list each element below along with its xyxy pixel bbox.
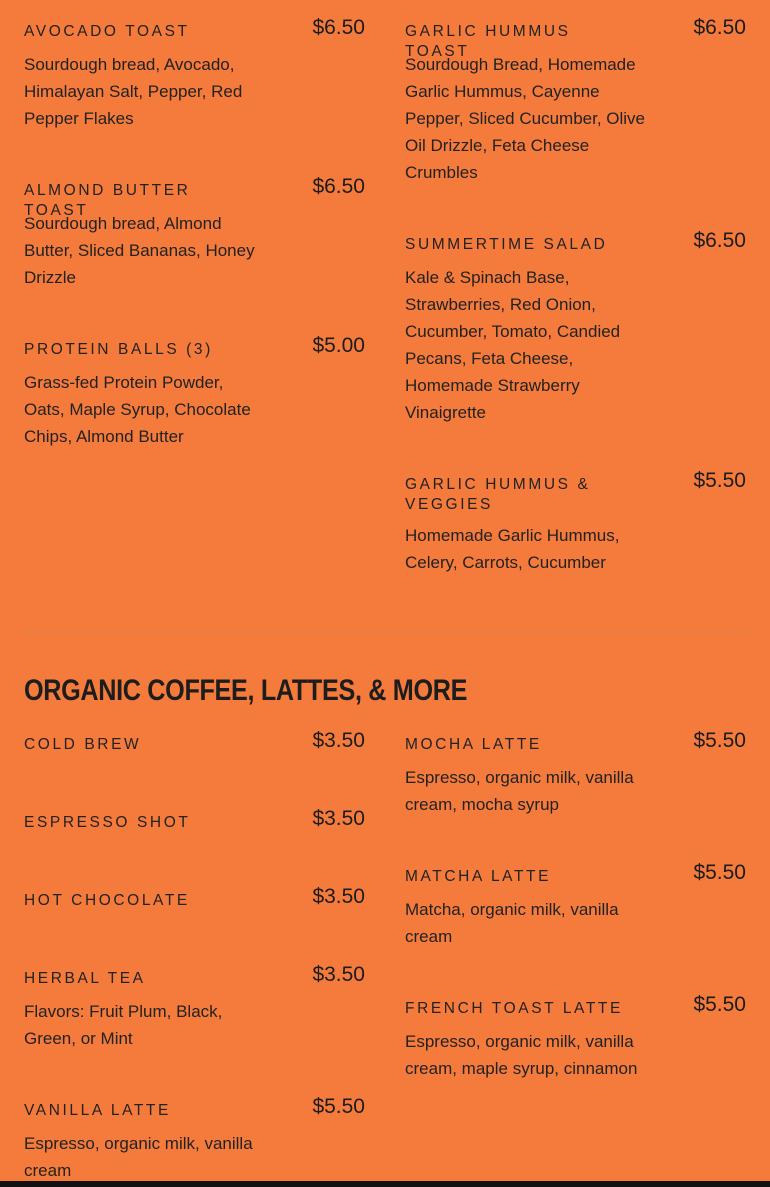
item-price: $6.50 [693,16,746,39]
item-description: Grass-fed Protein Powder, Oats, Maple Syrup, Chocolate Chips, Almond Butter [24,373,251,446]
item-price: $3.50 [312,807,365,830]
item-description: Espresso, organic milk, vanilla cream, mocha syrup [405,768,634,814]
item-name: HERBAL TEA [24,970,146,987]
item-name: ESPRESSO SHOT [24,814,191,831]
item-name: PROTEIN BALLS (3) [24,341,213,358]
item-name: GARLIC HUMMUS TOAST [405,23,571,60]
item-name: GARLIC HUMMUS & VEGGIES [405,476,591,513]
item-price: $3.50 [312,729,365,752]
item-description: Espresso, organic milk, vanilla cream [24,1134,253,1180]
item-description: Sourdough bread, Almond Butter, Sliced Bananas, Honey Drizzle [24,214,255,287]
item-price: $5.50 [693,729,746,752]
item-price: $6.50 [312,16,365,39]
item-name: MOCHA LATTE [405,736,542,753]
section-title: ORGANIC COFFEE, LATTES, & MORE [24,674,468,707]
item-price: $5.50 [693,469,746,492]
item-name: ALMOND BUTTER TOAST [24,182,191,219]
item-description: Sourdough bread, Avocado, Himalayan Salt, Pepper, Red Pepper Flakes [24,55,243,128]
item-price: $5.50 [693,861,746,884]
item-name: SUMMERTIME SALAD [405,236,608,253]
item-name: COLD BREW [24,736,142,753]
item-description: Espresso, organic milk, vanilla cream, maple syrup, cinnamon [405,1032,638,1078]
item-price: $5.50 [312,1095,365,1118]
item-name: VANILLA LATTE [24,1102,171,1119]
item-price: $5.50 [693,993,746,1016]
item-name: HOT CHOCOLATE [24,892,190,909]
bottom-bar [0,1181,770,1187]
item-description: Matcha, organic milk, vanilla cream [405,900,619,946]
item-price: $5.00 [312,334,365,357]
item-name: AVOCADO TOAST [24,23,190,40]
item-description: Homemade Garlic Hummus, Celery, Carrots, Cucumber [405,526,620,572]
section-divider [24,632,746,633]
item-name: MATCHA LATTE [405,868,552,885]
item-description: Flavors: Fruit Plum, Black, Green, or Mint [24,1002,223,1048]
item-price: $6.50 [312,175,365,198]
item-name: FRENCH TOAST LATTE [405,1000,623,1017]
item-price: $3.50 [312,885,365,908]
item-price: $6.50 [693,229,746,252]
item-description: Sourdough Bread, Homemade Garlic Hummus, Cayenne Pepper, Sliced Cucumber, Olive Oil Drizzle, Feta Cheese Crumbles [405,55,646,182]
item-description: Kale & Spinach Base, Strawberries, Red Onion, Cucumber, Tomato, Candied Pecans, Feta Cheese, Homemade Strawberry Vinaigrette [405,268,621,422]
item-price: $3.50 [312,963,365,986]
